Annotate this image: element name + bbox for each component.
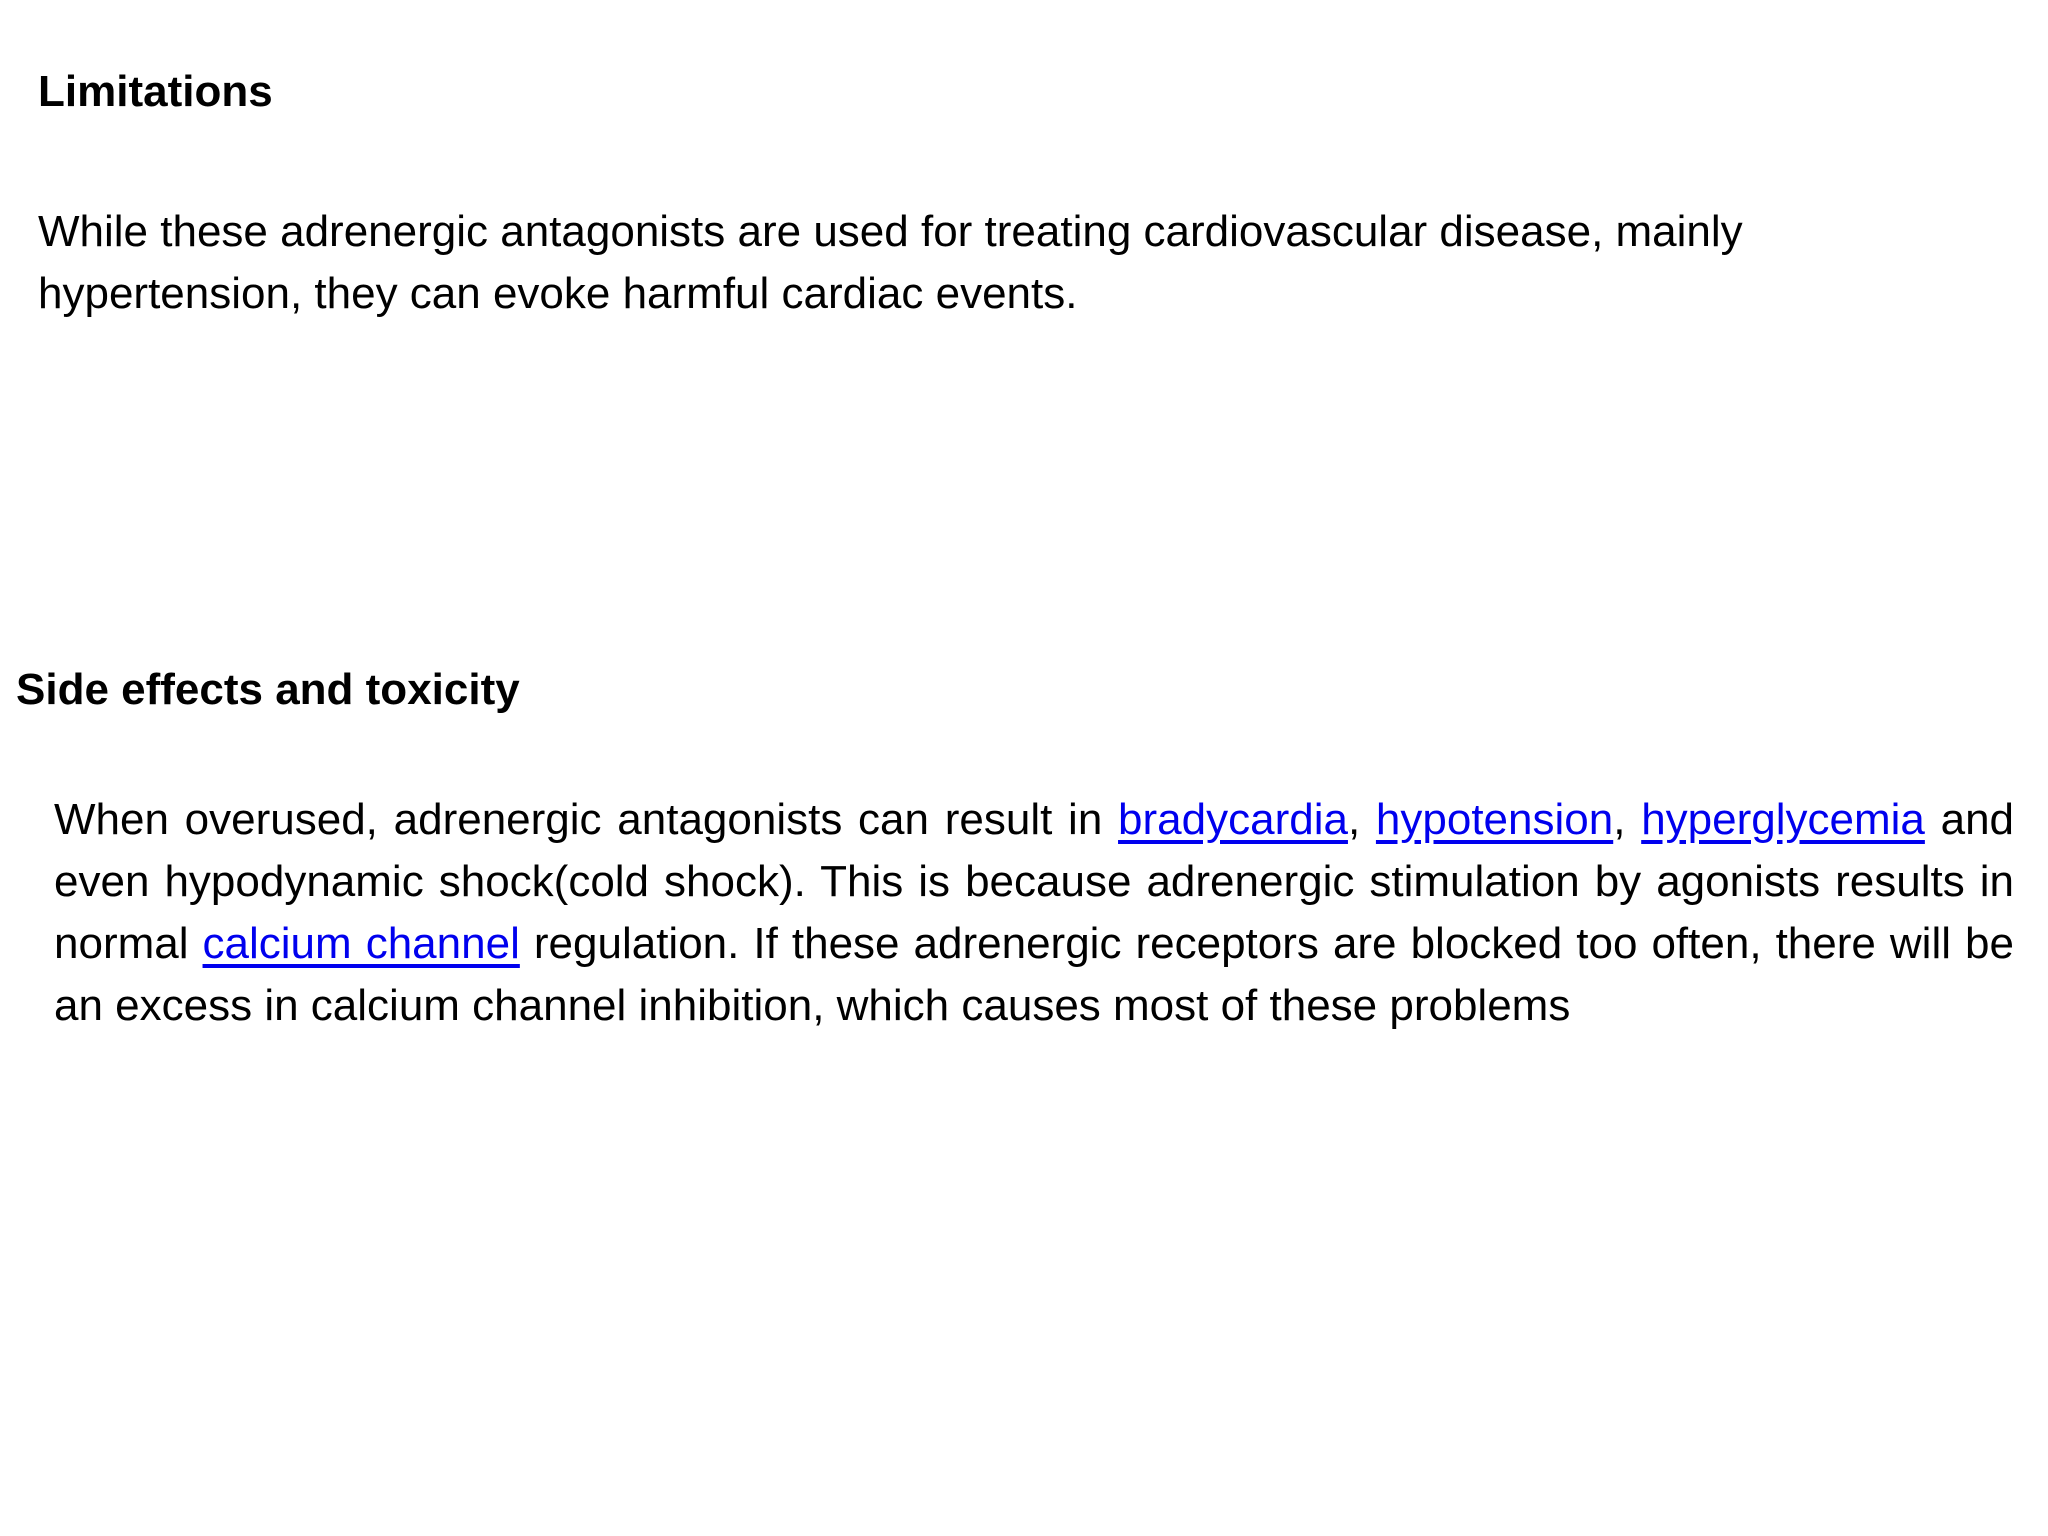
bradycardia-link[interactable]: bradycardia — [1118, 795, 1348, 844]
side-effects-heading: Side effects and toxicity — [16, 665, 520, 714]
limitations-heading: Limitations — [38, 67, 273, 116]
side-effects-text-intro: When overused, adrenergic antagonists can result in — [54, 795, 1119, 844]
separator: , — [1613, 795, 1642, 844]
separator: , — [1347, 795, 1376, 844]
side-effects-paragraph — [54, 789, 2014, 1037]
hyperglycemia-link[interactable]: hyperglycemia — [1641, 795, 1925, 844]
hypotension-link[interactable]: hypotension — [1375, 795, 1614, 844]
limitations-paragraph: While these adrenergic antagonists are used for treating cardiovascular disease, mainly hypertension, they can evoke harmful cardiac events. — [38, 207, 1743, 318]
side-effects-text-end: regulation. If these adrenergic receptors are blocked too often, there will be an excess in calcium channel inhibition, which causes most of these problems — [54, 919, 2014, 1030]
side-effects-text-middle: and even hypodynamic shock(cold shock). This is because adrenergic stimulation by agonists results in normal — [54, 795, 2015, 968]
calcium-channel-link[interactable]: calcium channel — [202, 919, 520, 968]
